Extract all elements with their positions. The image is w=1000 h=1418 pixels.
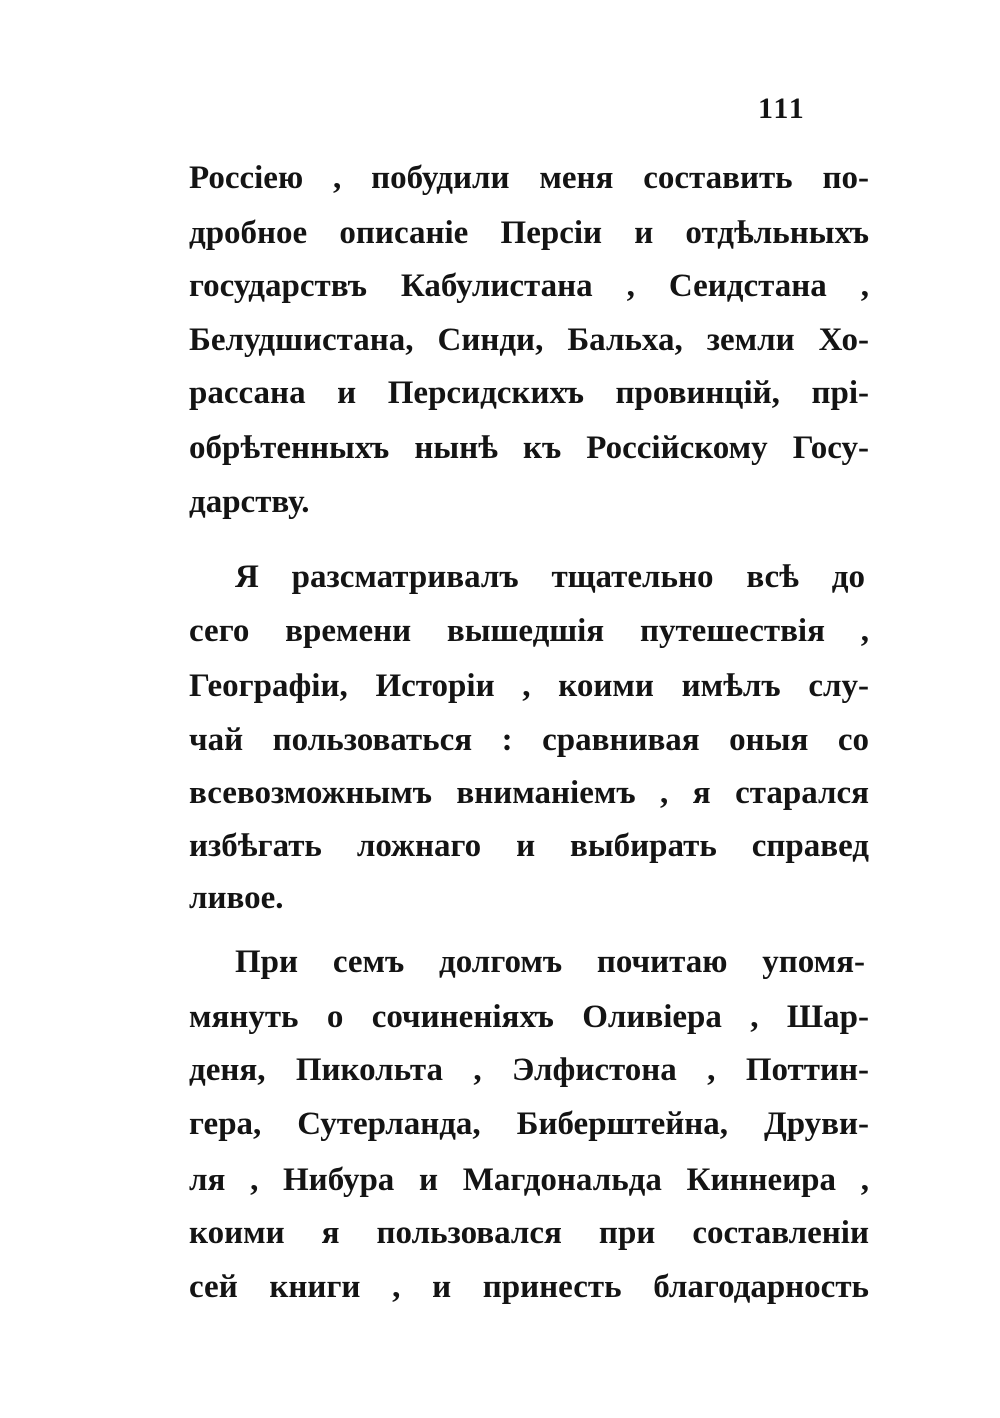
paragraph-2-line-6: избѣгать ложнаго и выбирать справед: [189, 828, 869, 864]
paragraph-1-line-1: Россіею , побудили меня составить по-: [189, 160, 869, 196]
paragraph-1-line-2: дробное описаніе Персіи и отдѣльныхъ: [189, 215, 869, 251]
paragraph-3-line-4: гера, Сутерланда, Биберштейна, Друви-: [189, 1106, 869, 1142]
paragraph-1-line-7: дарству.: [189, 484, 310, 520]
paragraph-2-line-4: чай пользоваться : сравнивая оныя со: [189, 722, 869, 758]
paragraph-1-line-3: государствъ Кабулистана , Сеидстана ,: [189, 268, 869, 304]
paragraph-3-line-7: сей книги , и принесть благодарность: [189, 1269, 869, 1305]
paragraph-2-line-5: всевозможнымъ вниманіемъ , я старался: [189, 775, 869, 811]
paragraph-2-line-7: ливое.: [189, 880, 284, 916]
paragraph-3-line-5: ля , Нибура и Магдональда Киннеира ,: [189, 1162, 869, 1198]
page-number: 111: [758, 92, 806, 125]
paragraph-1-line-5: рассана и Персидскихъ провинцій, прі-: [189, 375, 869, 411]
paragraph-1-line-6: обрѣтенныхъ нынѣ къ Россійскому Госу-: [189, 430, 869, 466]
paragraph-2-line-1: Я разсматривалъ тщательно всѣ до: [235, 559, 865, 595]
paragraph-3-line-6: коими я пользовался при составленіи: [189, 1215, 869, 1251]
paragraph-3-line-3: деня, Пикольта , Элфистона , Поттин-: [189, 1052, 869, 1088]
paragraph-3-line-1: При семъ долгомъ почитаю упомя-: [235, 944, 865, 980]
paragraph-2-line-3: Географіи, Исторіи , коими имѣлъ слу-: [189, 668, 869, 704]
paragraph-3-line-2: мянуть о сочиненіяхъ Оливіера , Шар-: [189, 999, 869, 1035]
paragraph-1-line-4: Белудшистана, Синди, Бальха, земли Хо-: [189, 322, 869, 358]
paragraph-2-line-2: сего времени вышедшія путешествія ,: [189, 613, 869, 649]
